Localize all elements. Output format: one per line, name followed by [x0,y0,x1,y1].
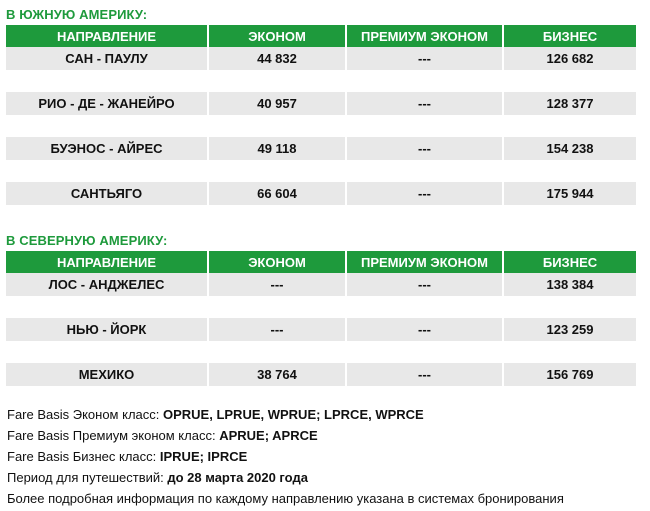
south-america-table [6,25,636,205]
premium-price: --- [347,137,504,160]
economy-price: 66 604 [209,182,347,205]
economy-fare-label: Fare Basis Эконом класс: [7,407,163,422]
business-price: 156 769 [546,367,594,382]
business-fare-label: Fare Basis Бизнес класс: [7,449,160,464]
business-price: 126 682 [546,51,594,66]
business-fare-basis [7,446,564,467]
destination-cell: САНТЬЯГО [6,182,209,205]
premium-price: --- [347,273,504,296]
table-row [6,92,636,115]
economy-price: 49 118 [209,137,347,160]
business-price: 123 259 [546,322,594,337]
travel-period-value: до 28 марта 2020 года [167,470,308,485]
header-destination: НАПРАВЛЕНИЕ [6,25,209,47]
premium-price: --- [347,47,504,70]
header-business: БИЗНЕС [542,254,598,270]
table-header [6,25,636,47]
travel-period-label: Период для путешествий: [7,470,168,485]
premium-fare-basis [7,425,564,446]
premium-price: --- [347,318,504,341]
north-america-title: В СЕВЕРНУЮ АМЕРИКУ: [6,233,168,248]
header-business: БИЗНЕС [542,28,598,44]
economy-price: 38 764 [209,363,347,386]
booking-info: Более подробная информация по каждому направлению указана в системах бронирования [7,491,564,506]
header-premium-economy: ПРЕМИУМ ЭКОНОМ [347,251,504,273]
economy-fare-codes: OPRUE, LPRUE, WPRUE; LPRCE, WPRCE [162,407,424,422]
economy-price: --- [209,318,347,341]
economy-fare-basis [7,404,564,425]
table-header [6,251,636,273]
premium-price: --- [347,182,504,205]
premium-price: --- [347,92,504,115]
business-fare-codes: IPRUE; IPRCE [159,449,248,464]
fare-notes [7,404,564,509]
economy-price: --- [209,273,347,296]
destination-cell: САН - ПАУЛУ [6,47,209,70]
travel-period [7,467,564,488]
destination-cell: МЕХИКО [6,363,209,386]
destination-cell: БУЭНОС - АЙРЕС [6,137,209,160]
economy-price: 44 832 [209,47,347,70]
business-price: 138 384 [546,277,594,292]
table-row [6,137,636,160]
premium-fare-label: Fare Basis Премиум эконом класс: [7,428,220,443]
north-america-table [6,251,636,386]
economy-price: 40 957 [209,92,347,115]
header-destination: НАПРАВЛЕНИЕ [6,251,209,273]
destination-cell: РИО - ДЕ - ЖАНЕЙРО [6,92,209,115]
destination-cell: ЛОС - АНДЖЕЛЕС [6,273,209,296]
table-row [6,363,636,386]
table-row [6,318,636,341]
header-economy: ЭКОНОМ [209,251,347,273]
business-price: 175 944 [546,186,594,201]
destination-cell: НЬЮ - ЙОРК [6,318,209,341]
header-premium-economy: ПРЕМИУМ ЭКОНОМ [347,25,504,47]
business-price: 154 238 [546,141,594,156]
business-price: 128 377 [546,96,594,111]
table-row [6,47,636,70]
table-row [6,182,636,205]
premium-fare-codes: APRUE; APRCE [219,428,318,443]
header-economy: ЭКОНОМ [209,25,347,47]
south-america-title: В ЮЖНУЮ АМЕРИКУ: [6,7,148,22]
premium-price: --- [347,363,504,386]
table-row [6,273,636,296]
